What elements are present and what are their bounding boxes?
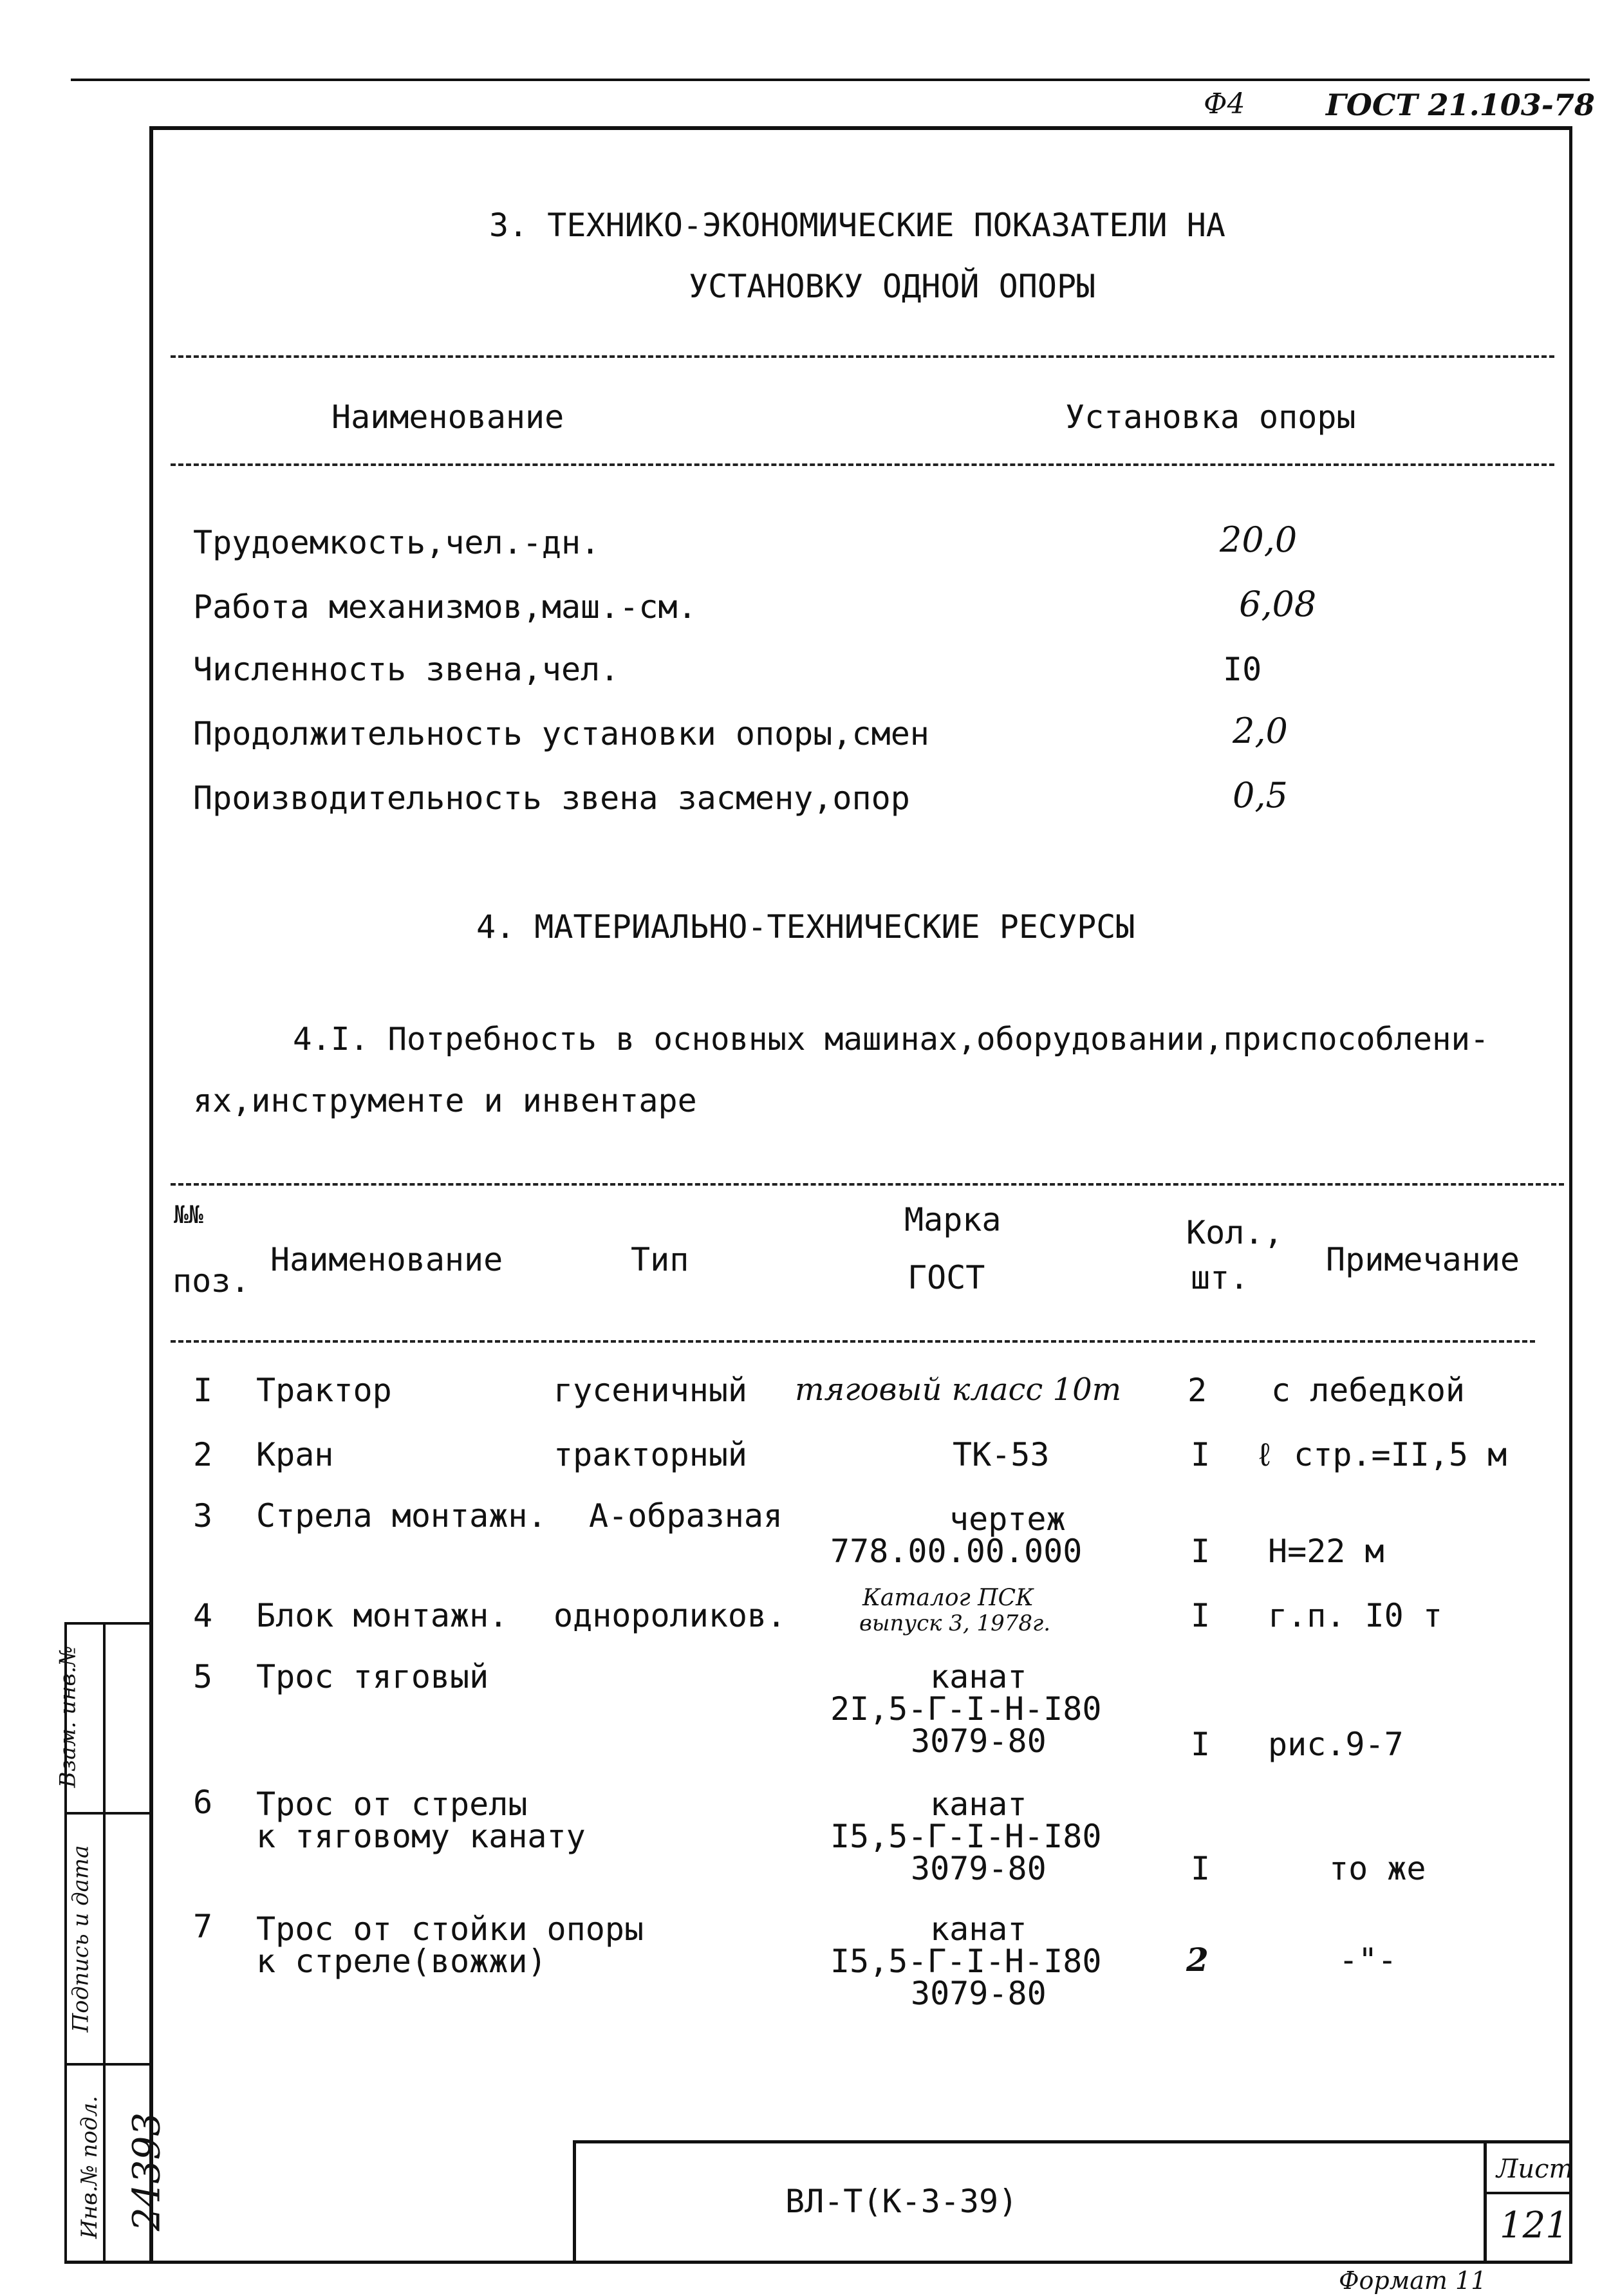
frame-left [149, 126, 153, 2263]
row-note: то же [1329, 1850, 1426, 1887]
margin-top-line [64, 1622, 152, 1625]
row-mark-line2: 2I,5-Г-I-Н-I80 [830, 1690, 1102, 1728]
indicator-label: Численность звена,чел. [193, 651, 620, 688]
row-note: Н=22 м [1268, 1533, 1384, 1570]
table-header-type: Тип [631, 1241, 689, 1278]
table-header-note: Примечание [1326, 1241, 1520, 1278]
frame-top [149, 126, 1572, 130]
margin-mid-line [103, 1622, 106, 2263]
row-mark-line3: 3079-80 [911, 1850, 1047, 1887]
row-name: Кран [256, 1436, 334, 1473]
sheet-number: 121 [1500, 2205, 1569, 2246]
frame-bottom [64, 2261, 1572, 2264]
row-mark-line2: I5,5-Г-I-Н-I80 [830, 1943, 1102, 1980]
table-header-num-line2: поз. [172, 1262, 250, 1300]
row-type: тракторный [554, 1436, 748, 1473]
margin-div1 [64, 1812, 152, 1815]
row-qty: I [1191, 1850, 1211, 1887]
section3-divider-top [171, 355, 1554, 358]
row-mark-line1: канат [930, 1786, 1027, 1823]
row-qty: I [1191, 1726, 1211, 1763]
row-mark-line2: выпуск 3, 1978г. [859, 1610, 1051, 1636]
section3-col-value: Установка опоры [1065, 398, 1356, 436]
indicator-value: 20,0 [1220, 519, 1298, 560]
row-type: А-образная [589, 1497, 783, 1535]
indicator-label: Работа механизмов,маш.-см. [193, 588, 697, 626]
row-name-line2: к тяговому канату [256, 1818, 586, 1855]
row-number: I [193, 1372, 213, 1409]
frame-right [1569, 126, 1572, 2263]
section4-subtitle-line2: ях,инструменте и инвентаре [193, 1082, 697, 1119]
sheet-code: Ф4 [1204, 88, 1245, 120]
section4-subtitle-line1: 4.I. Потребность в основных машинах,оборудовании,приспособлени- [293, 1021, 1489, 1058]
indicator-value: 2,0 [1233, 711, 1288, 751]
row-mark-line1: Каталог ПСК [862, 1585, 1034, 1611]
row-note: -"- [1339, 1941, 1397, 1979]
row-type: гусеничный [554, 1372, 748, 1409]
table-header-mark-line1: Марка [904, 1201, 1001, 1238]
row-name: Блок монтажн. [256, 1597, 508, 1634]
stamp-left-line [573, 2140, 576, 2263]
table-header-name: Наименование [270, 1241, 503, 1278]
row-qty: I [1191, 1597, 1211, 1634]
row-mark-line2: I5,5-Г-I-Н-I80 [830, 1818, 1102, 1855]
row-mark-line1: канат [930, 1910, 1027, 1948]
row-number: 2 [193, 1436, 213, 1473]
row-mark-line1: чертеж [949, 1500, 1066, 1538]
indicator-value: 0,5 [1233, 775, 1288, 816]
row-name-line1: Трос от стойки опоры [256, 1910, 644, 1948]
row-name: Стрела монтажн. [256, 1497, 547, 1535]
row-number: 6 [193, 1784, 213, 1821]
row-mark-line1: канат [930, 1658, 1027, 1695]
inv-number: 24393 [124, 2112, 169, 2232]
indicator-label: Производительность звена засмену,опор [193, 779, 910, 817]
stamp-right-divider [1484, 2140, 1487, 2263]
indicator-label: Трудоемкость,чел.-дн. [193, 524, 601, 561]
row-qty: 2 [1186, 1941, 1209, 1979]
row-type: однороликов. [554, 1597, 787, 1634]
row-mark-line3: 3079-80 [911, 1722, 1047, 1760]
row-number: 3 [193, 1497, 213, 1535]
row-name-line1: Трос от стрелы [256, 1786, 528, 1823]
row-name: Трактор [256, 1372, 392, 1409]
row-name-line2: к стреле(вожжи) [256, 1943, 547, 1980]
sheet-label: Лист [1496, 2154, 1574, 2184]
section3-divider-bottom [171, 463, 1554, 466]
row-mark-line2: 778.00.00.000 [830, 1533, 1083, 1570]
table-divider-top [171, 1183, 1564, 1186]
row-number: 7 [193, 1908, 213, 1945]
row-number: 5 [193, 1658, 213, 1695]
row-note: г.п. I0 т [1268, 1597, 1442, 1634]
standard-reference: ГОСТ 21.103-78 [1326, 88, 1595, 122]
table-header-qty-line2: шт. [1191, 1259, 1249, 1296]
margin-div2 [64, 2063, 152, 2066]
row-note: ℓ стр.=II,5 м [1255, 1436, 1507, 1473]
format-label: Формат 11 [1339, 2266, 1487, 2295]
row-mark: ТК-53 [953, 1436, 1050, 1473]
sign-date-label: Подпись и дата [68, 1845, 94, 2033]
table-divider-header [171, 1340, 1535, 1343]
section3-title-line1: 3. ТЕХНИКО-ЭКОНОМИЧЕСКИЕ ПОКАЗАТЕЛИ НА [489, 207, 1225, 244]
section4-title: 4. МАТЕРИАЛЬНО-ТЕХНИЧЕСКИЕ РЕСУРСЫ [476, 908, 1135, 946]
stamp-top-line [573, 2140, 1572, 2143]
indicator-value: I0 [1223, 651, 1262, 688]
table-header-qty-line1: Кол., [1186, 1214, 1283, 1251]
row-note: рис.9-7 [1268, 1726, 1404, 1763]
inv-podl-label: Инв.№ подл. [77, 2096, 102, 2239]
stamp-sheet-divider [1484, 2192, 1572, 2194]
section3-col-name: Наименование [331, 398, 564, 436]
indicator-value: 6,08 [1239, 584, 1317, 624]
row-qty: I [1191, 1533, 1211, 1570]
row-mark: тяговый класс 10т [795, 1372, 1122, 1408]
row-number: 4 [193, 1597, 213, 1634]
table-header-mark-line2: ГОСТ [908, 1259, 985, 1296]
row-qty: 2 [1187, 1372, 1207, 1409]
vzam-inv-label: Взам. инв.№ [55, 1645, 81, 1788]
table-header-num-line1: №№ [174, 1200, 203, 1229]
document-code: ВЛ-Т(К-3-39) [785, 2183, 1018, 2220]
row-qty: I [1191, 1436, 1211, 1473]
row-note: с лебедкой [1271, 1372, 1466, 1409]
row-mark-line3: 3079-80 [911, 1975, 1047, 2012]
top-rule [71, 79, 1590, 81]
section3-title-line2: УСТАНОВКУ ОДНОЙ ОПОРЫ [689, 268, 1096, 305]
row-name: Трос тяговый [256, 1658, 489, 1695]
indicator-label: Продолжительность установки опоры,смен [193, 715, 929, 752]
